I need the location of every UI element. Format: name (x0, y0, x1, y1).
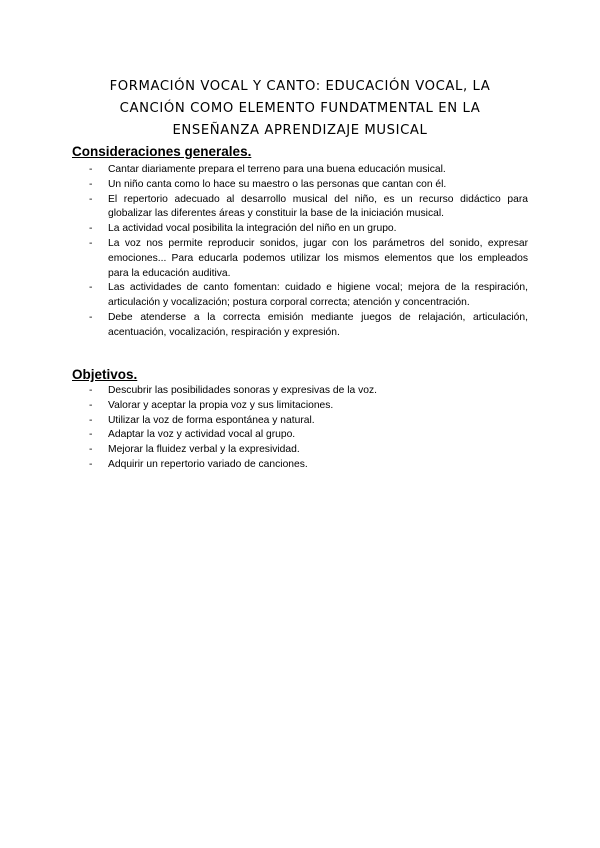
title-line: CANCIÓN COMO ELEMENTO FUNDATMENTAL EN LA (119, 101, 481, 116)
list-item: - Mejorar la fluidez verbal y la expresividad. (72, 443, 528, 458)
section-heading-objetivos: Objetivos. (72, 367, 138, 382)
list-item: - Un niño canta como lo hace su maestro o las personas que cantan con él. (72, 178, 528, 193)
list-item: - Adquirir un repertorio variado de canciones. (72, 458, 528, 473)
list-item: - La actividad vocal posibilita la integración del niño en un grupo. (72, 222, 528, 237)
list-item: - Descubrir las posibilidades sonoras y expresivas de la voz. (72, 384, 528, 399)
objetivos-list (72, 384, 528, 473)
title-line: FORMACIÓN VOCAL Y CANTO: EDUCACIÓN VOCAL, LA (109, 79, 491, 94)
list-item: - Adaptar la voz y actividad vocal al grupo. (72, 428, 528, 443)
consideraciones-list (72, 163, 528, 341)
title-line: ENSEÑANZA APRENDIZAJE MUSICAL (172, 123, 428, 138)
section-heading-consideraciones: Consideraciones generales. (72, 144, 252, 159)
list-item: - Cantar diariamente prepara el terreno para una buena educación musical. (72, 163, 528, 178)
list-item: - Valorar y aceptar la propia voz y sus limitaciones. (72, 399, 528, 414)
list-item: - Utilizar la voz de forma espontánea y natural. (72, 414, 528, 429)
document-title (60, 76, 540, 142)
list-item: - La voz nos permite reproducir sonidos, jugar con los parámetros del sonido, expresar emociones... Para educarla podemos utilizar los mismos elementos que los empleados para la educación auditiva. (72, 237, 528, 281)
list-item: - Las actividades de canto fomentan: cuidado e higiene vocal; mejora de la respiración, articulación y vocalización; postura corporal correcta; atención y concentración. (72, 281, 528, 311)
list-item: - Debe atenderse a la correcta emisión mediante juegos de relajación, articulación, acentuación, vocalización, respiración y expresión. (72, 311, 528, 341)
list-item: - El repertorio adecuado al desarrollo musical del niño, es un recurso didáctico para globalizar las diferentes áreas y constituir la base de la iniciación musical. (72, 193, 528, 223)
